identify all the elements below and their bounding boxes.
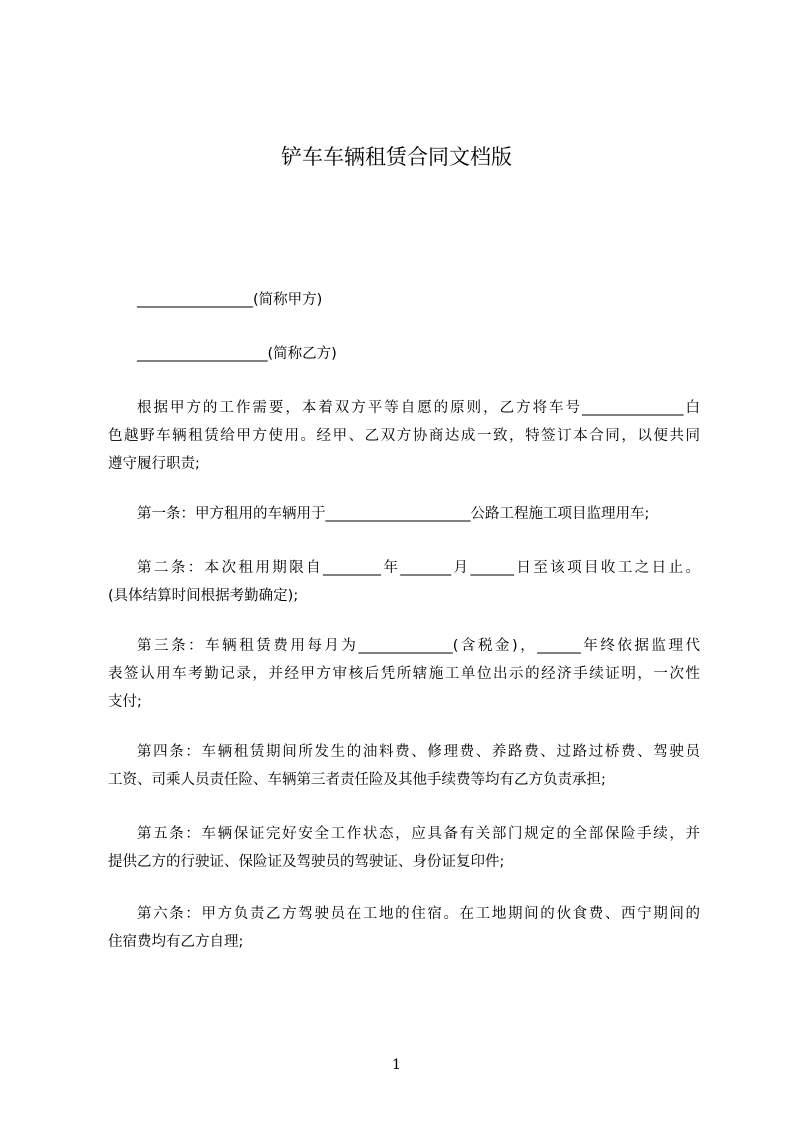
article-3-line-2: 表签认用车考勤记录，并经甲方审核后凭所辖施工单位出示的经济手续证明，一次性: [108, 666, 700, 682]
party-b-line: __________________(简称乙方): [137, 346, 337, 362]
article-6: [108, 900, 700, 956]
article-3-line-1: 第三条：车辆租赁费用每月为_____________(含税金)，______年终依据监理代: [137, 638, 700, 654]
article-5: [108, 820, 700, 876]
article-5-line-2: 提供乙方的行驶证、保险证及驾驶员的驾驶证、身份证复印件;: [108, 854, 505, 870]
party-a-line: ________________(简称甲方): [137, 292, 323, 308]
article-5-line-1: 第五条：车辆保证完好安全工作状态，应具备有关部门规定的全部保险手续，并: [137, 826, 700, 842]
document-title: 铲车车辆租赁合同文档版: [281, 145, 512, 169]
intro-paragraph: [108, 394, 700, 478]
article-6-line-1: 第六条：甲方负责乙方驾驶员在工地的住宿。在工地期间的伙食费、西宁期间的: [137, 906, 700, 922]
article-2: [108, 554, 700, 610]
article-4: [108, 738, 700, 794]
intro-line-2: 色越野车辆租赁给甲方使用。经甲、乙双方协商达成一致，特签订本合同，以便共同: [108, 428, 700, 444]
article-2-line-1: 第二条：本次租用期限自________年_______月______日至该项目收工之日止。: [137, 560, 700, 576]
article-4-line-1: 第四条：车辆租赁期间所发生的油料费、修理费、养路费、过路过桥费、驾驶员: [137, 744, 700, 760]
article-3-line-3: 支付;: [108, 694, 142, 710]
page-number: 1: [392, 1057, 401, 1073]
article-3: [108, 632, 700, 716]
article-6-line-2: 住宿费均有乙方自理;: [108, 934, 244, 950]
article-2-line-2: (具体结算时间根据考勤确定);: [108, 588, 299, 604]
article-1: 第一条：甲方租用的车辆用于____________________公路工程施工项目监理用车;: [137, 506, 650, 522]
intro-line-3: 遵守履行职责;: [108, 456, 200, 472]
intro-line-1: 根据甲方的工作需要，本着双方平等自愿的原则，乙方将车号______________白: [137, 400, 700, 416]
article-4-line-2: 工资、司乘人员责任险、车辆第三者责任险及其他手续费等均有乙方负责承担;: [108, 772, 606, 788]
